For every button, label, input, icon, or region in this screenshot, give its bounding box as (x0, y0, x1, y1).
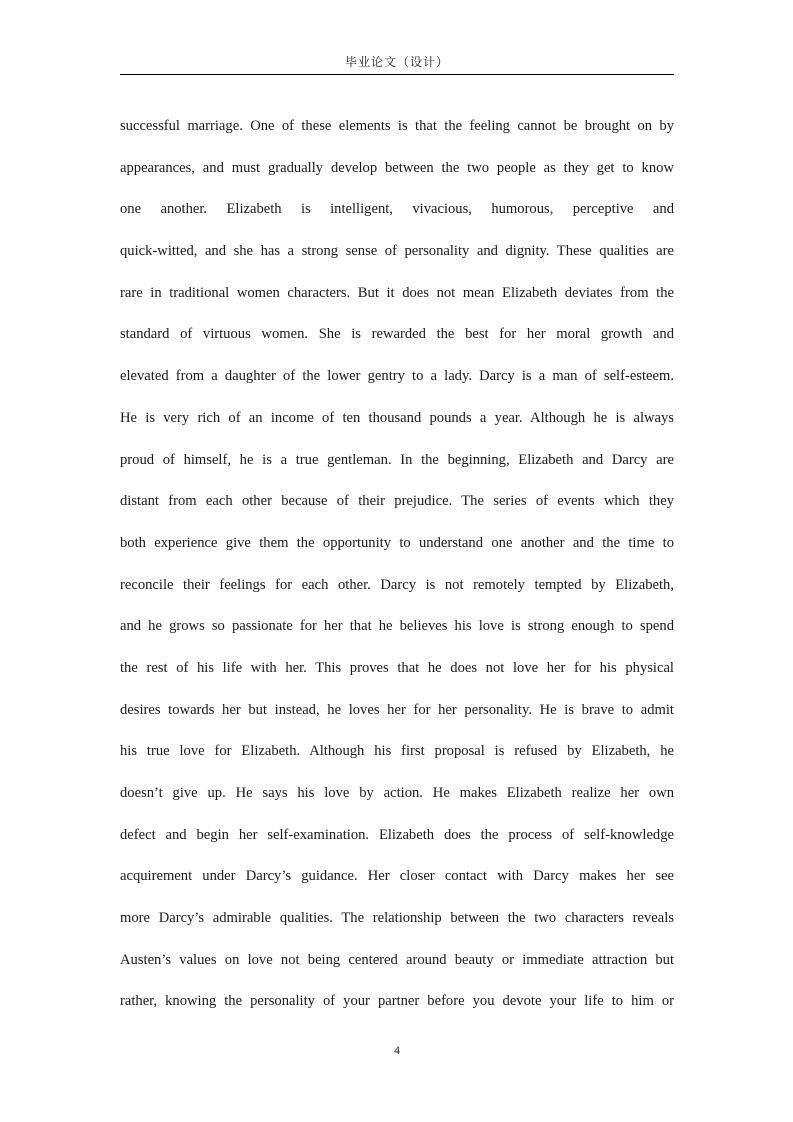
text-line-19: acquirement under Darcy’s guidance. Her closer contact with Darcy makes her see (120, 868, 674, 885)
text-line-22: rather, knowing the personality of your partner before you devote your life to him or (120, 993, 674, 1010)
text-line-20: more Darcy’s admirable qualities. The relationship between the two characters reveals (120, 910, 674, 927)
text-line-15: desires towards her but instead, he loves her for her personality. He is brave to admit (120, 701, 674, 718)
text-line-10: distant from each other because of their prejudice. The series of events which they (120, 493, 674, 510)
text-line-14: the rest of his life with her. This proves that he does not love her for his physical (120, 659, 674, 676)
text-line-6: standard of virtuous women. She is rewarded the best for her moral growth and (120, 326, 674, 343)
text-line-12: reconcile their feelings for each other. Darcy is not remotely tempted by Elizabeth, (120, 576, 674, 593)
text-line-3: one another. Elizabeth is intelligent, vivacious, humorous, perceptive and (120, 201, 674, 218)
text-line-5: rare in traditional women characters. But it does not mean Elizabeth deviates from the (120, 284, 674, 301)
text-line-18: defect and begin her self-examination. Elizabeth does the process of self-knowledge (120, 826, 674, 843)
header-title: 毕业论文（设计） (344, 55, 449, 69)
text-line-8: He is very rich of an income of ten thousand pounds a year. Although he is always (120, 409, 674, 426)
text-line-9: proud of himself, he is a true gentleman. In the beginning, Elizabeth and Darcy are (120, 451, 674, 468)
text-line-16: his true love for Elizabeth. Although his first proposal is refused by Elizabeth, he (120, 743, 674, 760)
page-number: 4 (394, 1043, 400, 1057)
text-line-17: doesn’t give up. He says his love by action. He makes Elizabeth realize her own (120, 785, 674, 801)
body-text (120, 115, 674, 1032)
text-line-21: Austen’s values on love not being centered around beauty or immediate attraction but (120, 951, 674, 968)
text-line-4: quick-witted, and she has a strong sense of personality and dignity. These qualities are (120, 243, 674, 260)
page-header (120, 54, 674, 75)
text-line-1: successful marriage. One of these elements is that the feeling cannot be brought on by (120, 118, 674, 134)
text-line-7: elevated from a daughter of the lower gentry to a lady. Darcy is a man of self-esteem. (120, 368, 674, 385)
text-line-2: appearances, and must gradually develop between the two people as they get to know (120, 159, 674, 176)
text-line-11: both experience give them the opportunity to understand one another and the time to (120, 534, 674, 551)
text-line-13: and he grows so passionate for her that he believes his love is strong enough to spend (120, 618, 674, 635)
